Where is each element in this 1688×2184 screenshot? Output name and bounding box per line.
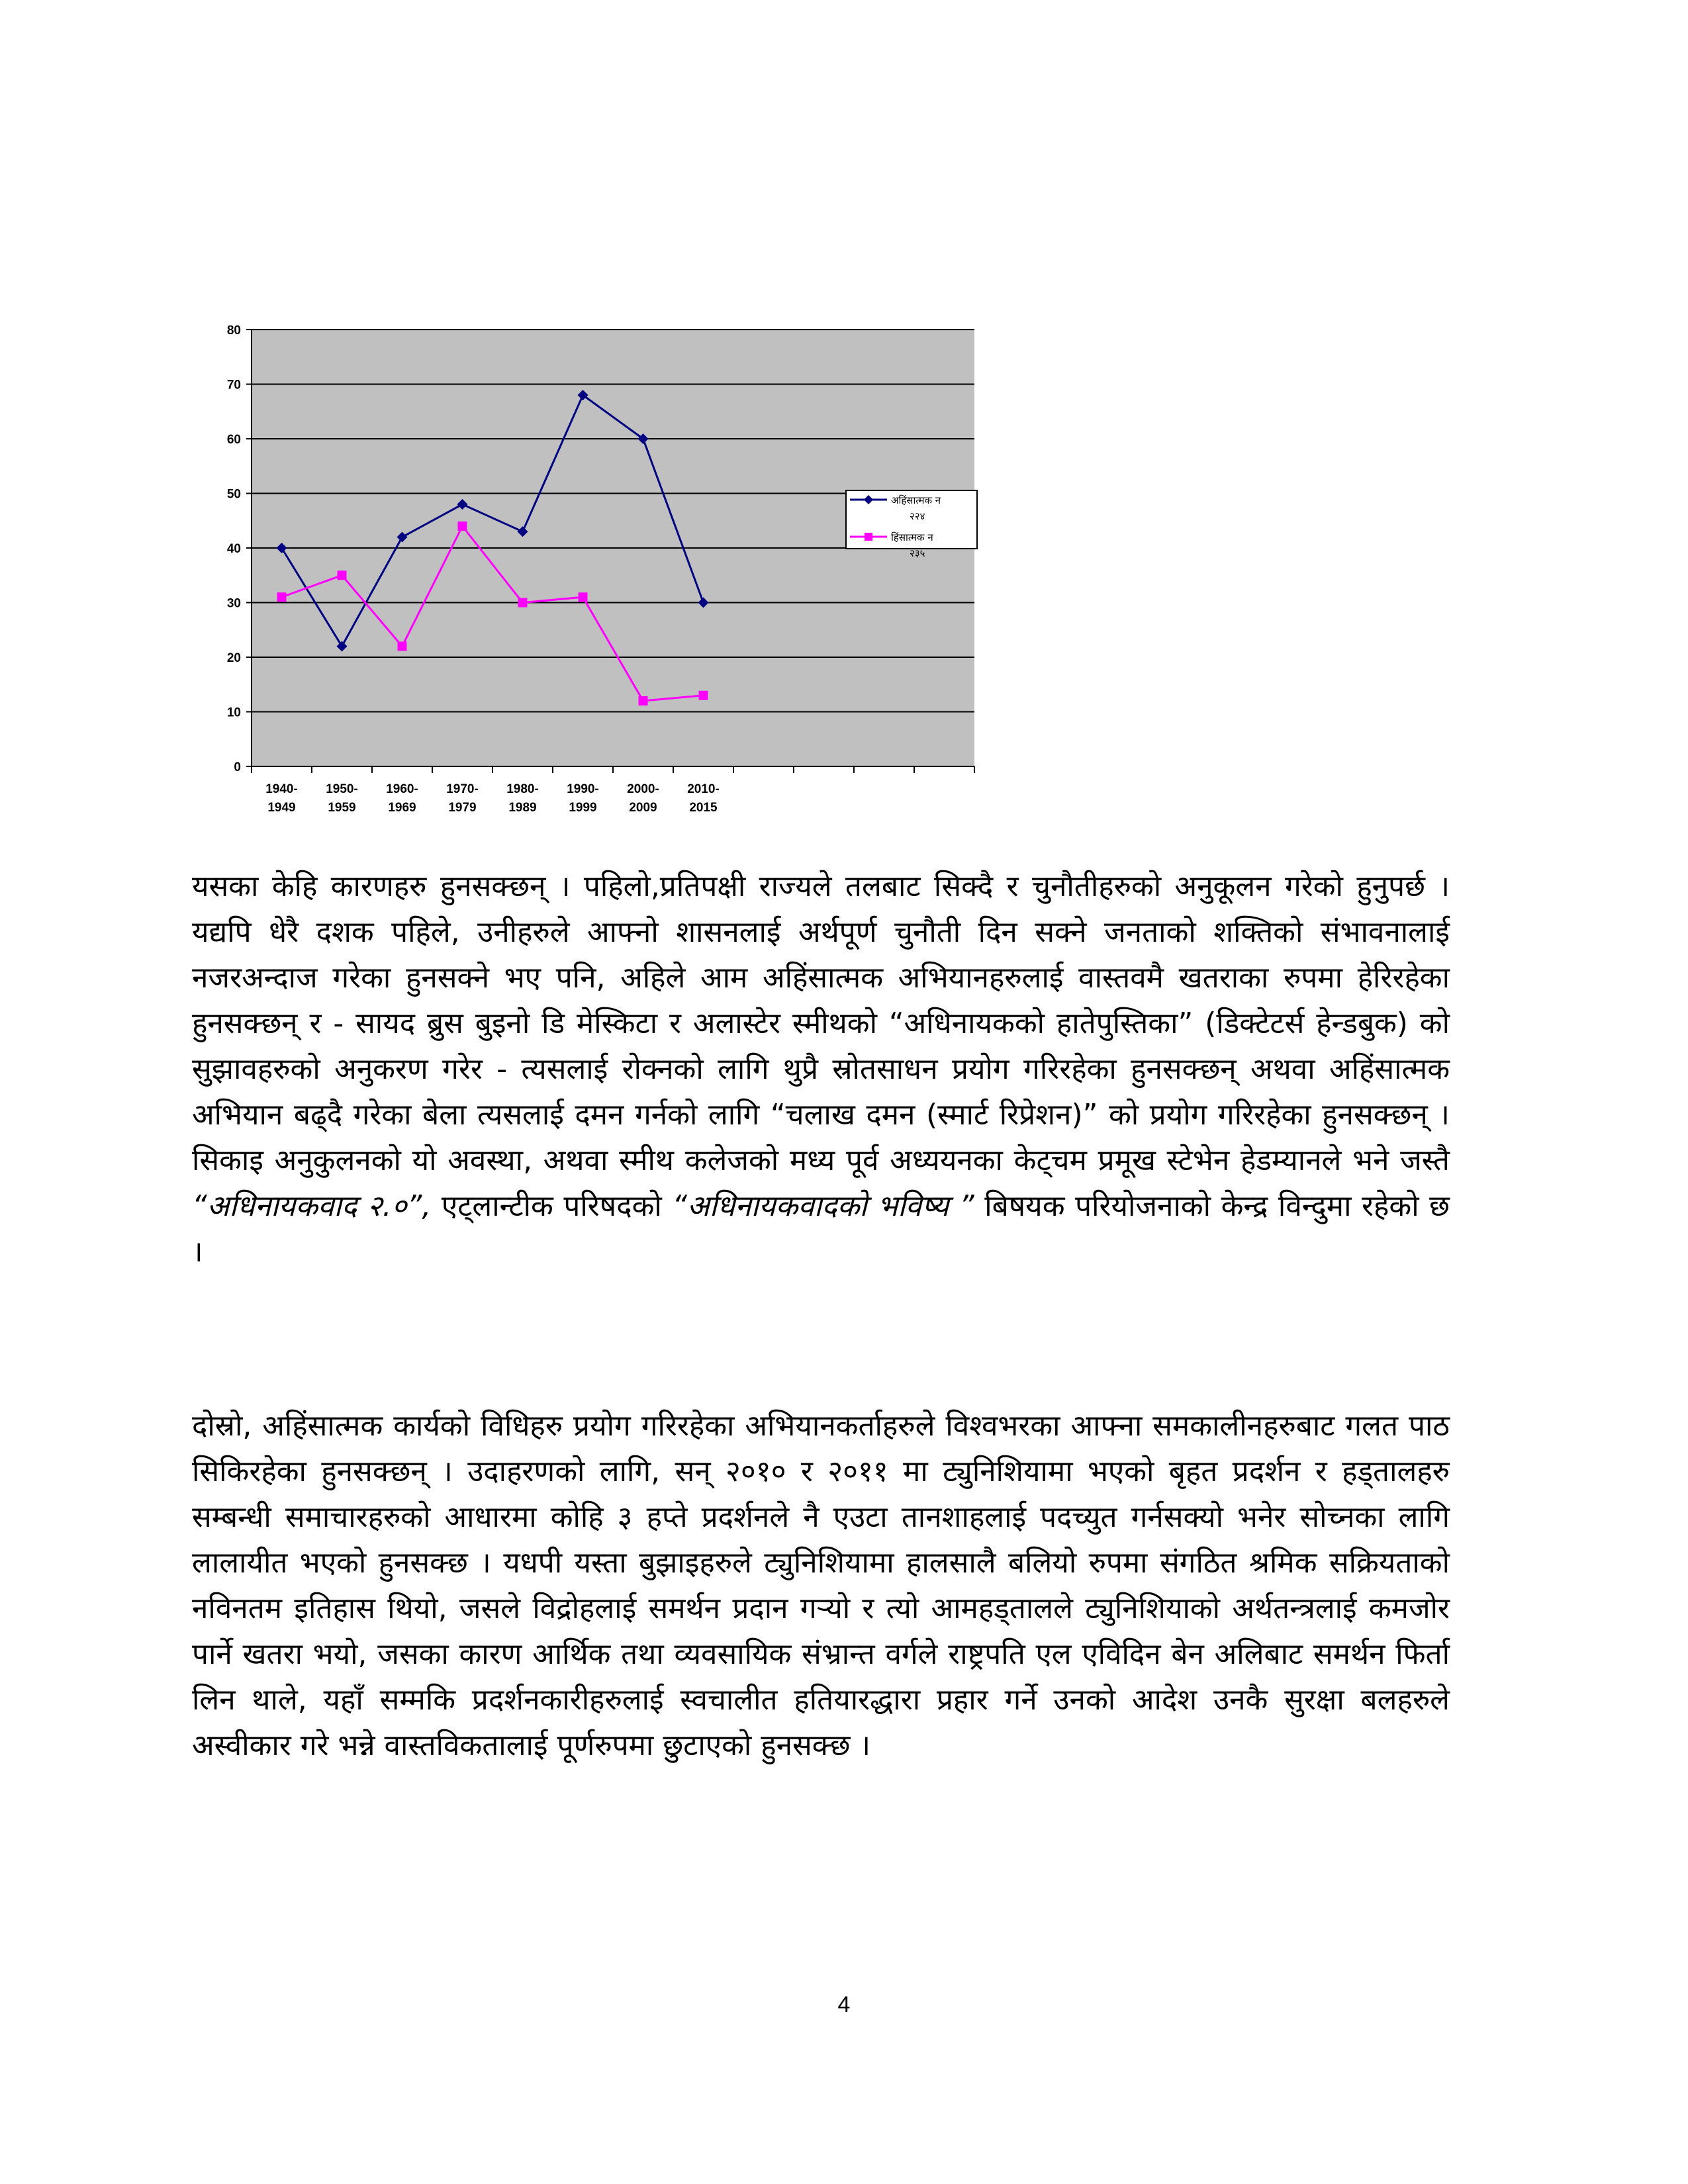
x-tick-label: 1989 (508, 801, 537, 815)
legend-marker (865, 533, 872, 541)
chart-legend (846, 490, 977, 559)
y-tick-label: 70 (226, 378, 241, 392)
data-point (398, 642, 407, 651)
italic-title-authoritarianism-2: “अधिनायकवाद २.०”, (192, 1189, 432, 1223)
legend-label: २२४ (910, 510, 925, 522)
x-tick-label: 2009 (629, 801, 657, 815)
y-tick-label: 50 (226, 487, 241, 502)
y-tick-label: 10 (226, 705, 241, 720)
y-tick-label: 60 (226, 433, 241, 447)
paragraph-2: दोस्रो, अहिंसात्मक कार्यको विधिहरु प्रयोग गरिरहेका अभियानकर्ताहरुले विश्वभरका आफ्ना समकालीनहरुबाट गलत पाठ सिकिरहेका हुनसक्छन् । उदाहरणको लागि, सन् २०१० र २०११ मा ट्युनिशियामा भएको बृहत प्रदर्शन र हड्तालहरु सम्बन्धी समाचारहरुको आधारमा कोहि ३ हप्ते प्रदर्शनले नै एउटा तानशाहलाई पदच्युत गर्नसक्यो भनेर सोच्नका लागि लालायीत भएको हुनसक्छ । यधपी यस्ता बुझाइहरुले ट्युनिशियामा हालसालै बलियो रुपमा संगठित श्रमिक सक्रियताको नविनतम इतिहास थियो, जसले विद्रोहलाई समर्थन प्रदान गर्‍यो र त्यो आमहड्तालले ट्युनिशियाको अर्थतन्त्रलाई कमजोर पार्ने खतरा भयो, जसका कारण आर्थिक तथा व्यवसायिक संभ्रान्त वर्गले राष्ट्रपति एल एविदिन बेन अलिबाट समर्थन फिर्ता लिन थाले, यहाँ सम्मकि प्रदर्शनकारीहरुलाई स्वचालीत हतियारद्धारा प्रहार गर्ने उनको आदेश उनकै सुरक्षा बलहरुले अस्वीकार गरे भन्ने वास्तविकतालाई पूर्णरुपमा छुटाएको हुनसक्छ । (192, 1409, 1450, 1762)
paragraph-1-text-end: बिषयक परियोजनाको केन्द्र विन्दुमा रहेको छ । (192, 1189, 1450, 1269)
italic-title-future-of-authoritarianism: “अधिनायकवादको भविष्य ” (672, 1189, 974, 1223)
legend-label: हिंसात्मक न (891, 531, 933, 543)
paragraph-1-text-middle: एट्लान्टीक परिषदको (431, 1189, 673, 1223)
line-chart (192, 311, 1006, 827)
legend-label: २३५ (910, 547, 925, 559)
y-tick-label: 0 (234, 760, 241, 774)
page-number: 4 (837, 1992, 851, 2017)
data-point (699, 691, 708, 700)
paragraph-1 (192, 864, 1450, 1275)
paragraph-1-text: यसका केहि कारणहरु हुनसक्छन् । पहिलो,प्रतिपक्षी राज्यले तलबाट सिक्दै र चुनौतीहरुको अनुकूलन गरेको हुनुपर्छ । यद्यपि धेरै दशक पहिले, उनीहरुले आफ्नो शासनलाई अर्थपूर्ण चुनौती दिन सक्ने जनताको शक्तिको संभावनालाई नजरअन्दाज गरेका हुनसक्ने भए पनि, अहिले आम अहिंसात्मक अभियानहरुलाई वास्तवमै खतराका रुपमा हेरिरहेका हुनसक्छन् र - सायद ब्रुस बुइनो डि मेस्किटा र अलास्टेर स्मीथको “अधिनायकको हातेपुस्तिका” (डिक्टेटर्स हेन्डबुक) को सुझावहरुको अनुकरण गरेर - त्यसलाई रोक्नको लागि थुप्रै स्रोतसाधन प्रयोग गरिरहेका हुनसक्छन् अथवा अहिंसात्मक अभियान बढ्दै गरेका बेला त्यसलाई दमन गर्नको लागि “चलाख दमन (स्मार्ट रिप्रेशन)” को प्रयोग गरिरहेका हुनसक्छन् । सिकाइ अनुकुलनको यो अवस्था, अथवा स्मीथ कलेजको मध्य पूर्व अध्ययनका केट्चम प्रमूख स्टेभेन हेडम्यानले भने जस्तै (192, 870, 1450, 1177)
x-tick-label: 1960- (386, 782, 418, 796)
x-tick-label: 1999 (569, 801, 597, 815)
x-tick-label: 2000- (627, 782, 659, 796)
x-tick-label: 1940- (265, 782, 298, 796)
x-tick-label: 1980- (506, 782, 539, 796)
x-tick-label: 2015 (689, 801, 718, 815)
x-tick-label: 1949 (267, 801, 296, 815)
data-point (277, 592, 287, 602)
data-point (458, 522, 467, 531)
x-tick-label: 1969 (388, 801, 416, 815)
data-point (579, 592, 588, 602)
x-tick-label: 1959 (328, 801, 356, 815)
x-tick-label: 1950- (326, 782, 358, 796)
legend-label: अहिंसात्मक न (891, 494, 941, 506)
y-tick-label: 40 (226, 542, 241, 556)
data-point (639, 696, 648, 705)
data-point (518, 598, 528, 608)
y-tick-label: 20 (226, 651, 241, 665)
x-tick-label: 1970- (446, 782, 479, 796)
x-tick-label: 1990- (567, 782, 599, 796)
x-tick-label: 2010- (687, 782, 720, 796)
y-tick-label: 30 (226, 596, 241, 611)
x-tick-label: 1979 (448, 801, 477, 815)
data-point (338, 570, 347, 580)
y-tick-label: 80 (226, 324, 241, 338)
